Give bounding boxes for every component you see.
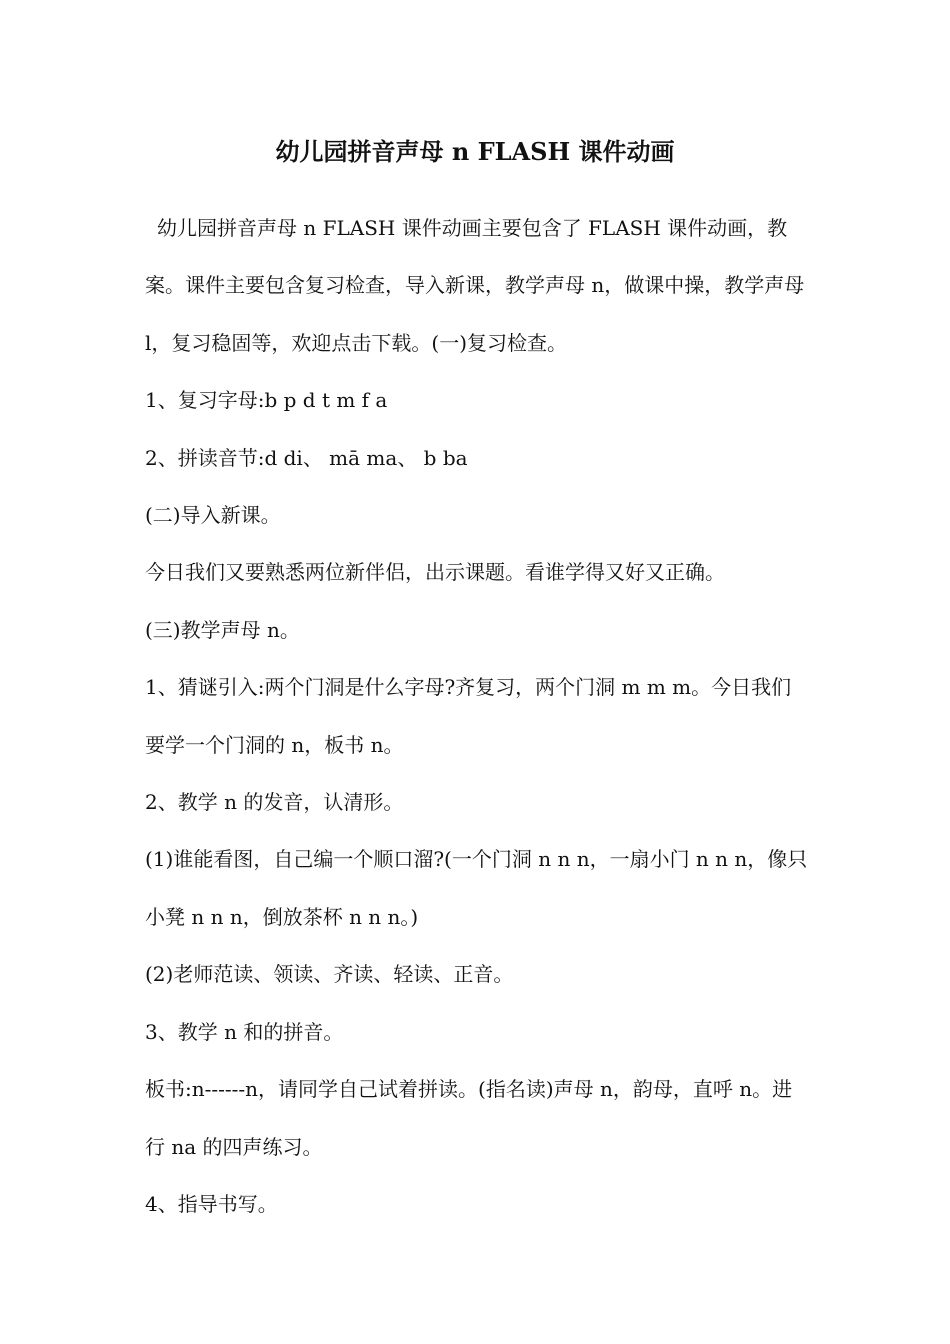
document-body [145,200,810,1233]
paragraph-new-lesson: 今日我们又要熟悉两位新伴侣，出示课题。看谁学得又好又正确。 [145,560,725,585]
paragraph-review-letters: 1、复习字母:b p d t m f a [145,388,388,413]
paragraph-teach-spelling: 3、教学 n 和的拼音。 [145,1019,344,1044]
paragraph-riddle: 1、猜谜引入:两个门洞是什么字母?齐复习，两个门洞 m m m。今日我们要学一个门洞的 n，板书 n。 [145,675,792,757]
section-heading-teach-n: (三)教学声母 n。 [145,617,300,642]
paragraph-blackboard: 板书:n------n，请同学自己试着拼读。(指名读)声母 n，韵母，直呼 n。进行 na 的四声练习。 [145,1077,793,1159]
intro-paragraph: 幼儿园拼音声母 n FLASH 课件动画主要包含了 FLASH 课件动画，教案。课件主要包含复习检查，导入新课，教学声母 n，做课中操，教学声母 l，复习稳固等，欢迎点击下载。(一)复习检查。 [145,216,805,355]
paragraph-writing-guide: 4、指导书写。 [145,1191,278,1216]
document-title: 幼儿园拼音声母 n FLASH 课件动画 [275,137,675,166]
paragraph-read-syllables: 2、拼读音节:d di、 mā ma、 b ba [145,445,468,470]
paragraph-rhyme: (1)谁能看图，自己编一个顺口溜?(一个门洞 n n n，一扇小门 n n n，像只小凳 n n n，倒放茶杯 n n n。) [145,847,808,929]
section-heading-new-lesson: (二)导入新课。 [145,503,281,528]
paragraph-read-aloud: (2)老师范读、领读、齐读、轻读、正音。 [145,962,514,987]
paragraph-pronunciation: 2、教学 n 的发音，认清形。 [145,790,404,815]
